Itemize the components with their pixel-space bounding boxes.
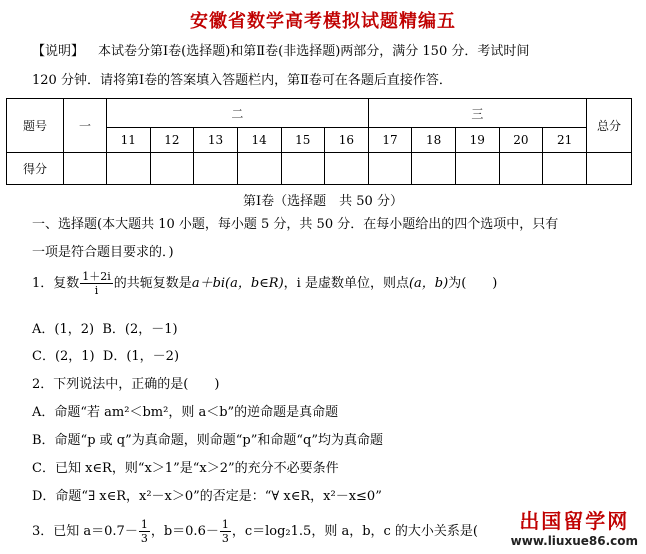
q1-point: (a，b): [408, 276, 449, 291]
intro-line-2: 120 分钟．请将第Ⅰ卷的答案填入答题栏内，第Ⅱ卷可在各题后直接作答．: [32, 73, 452, 88]
score-cell[interactable]: [281, 153, 325, 185]
watermark-title: 出国留学网: [519, 509, 630, 533]
score-cell[interactable]: [194, 153, 238, 185]
site-watermark: [511, 505, 638, 548]
q-num-cell: 11: [107, 128, 151, 153]
q1-prefix: 1．复数: [32, 276, 80, 291]
score-cell[interactable]: [543, 153, 587, 185]
part-three-header: 三: [368, 99, 586, 128]
question-3-stem: [32, 518, 478, 545]
instructions-line-1: 一、选择题(本大题共 10 小题，每小题 5 分，共 50 分．在每小题给出的四个选项中，只有: [32, 217, 559, 232]
q2-option-c: C．已知 x∈R，则“x＞1”是“x＞2”的充分不必要条件: [32, 461, 339, 476]
total-header: 总分: [587, 99, 632, 153]
q-num-cell: 13: [194, 128, 238, 153]
score-cell[interactable]: [412, 153, 456, 185]
score-cell[interactable]: [368, 153, 412, 185]
score-table: [6, 98, 632, 185]
q2-option-d: D．命题“∃ x∈R，x²－x＞0”的否定是：“∀ x∈R，x²－x≤0”: [32, 489, 382, 504]
q1-frac-den: i: [94, 284, 99, 297]
score-cell[interactable]: [499, 153, 543, 185]
question-1-options-row-1: [32, 318, 178, 337]
q1-expr: a＋bi(a，b∈R): [191, 276, 284, 291]
q3-f1-num: 1: [140, 518, 148, 531]
q1-option-b: B．(2，－1): [102, 322, 178, 337]
q3-mid1: ，b＝0.6－: [150, 524, 219, 539]
q-num-cell: 17: [368, 128, 412, 153]
q-num-cell: 16: [325, 128, 369, 153]
q1-option-c: C．(2，1): [32, 349, 95, 364]
part-two-header: 二: [107, 99, 369, 128]
q3-f2-den: 3: [221, 532, 229, 545]
q3-fraction-2: [220, 518, 231, 545]
intro-tag: 【说明】: [32, 44, 85, 59]
score-cell[interactable]: [107, 153, 151, 185]
label-score: 得分: [7, 153, 64, 185]
q1-mid: 的共轭复数是: [113, 276, 192, 291]
score-cell[interactable]: [150, 153, 194, 185]
score-cell[interactable]: [587, 153, 632, 185]
intro-text-1: 本试卷分第Ⅰ卷(选择题)和第Ⅱ卷(非选择题)两部分，满分 150 分．考试时间: [98, 44, 530, 59]
q-num-cell: 14: [237, 128, 281, 153]
q2-option-a: A．命题“若 am²＜bm²，则 a＜b”的逆命题是真命题: [32, 405, 339, 420]
section-title: 第Ⅰ卷（选择题 共 50 分）: [243, 194, 403, 209]
q1-end: 为( ): [448, 276, 498, 291]
q3-fraction-1: [139, 518, 150, 545]
q1-option-a: A．(1，2): [32, 322, 95, 337]
score-cell[interactable]: [64, 153, 107, 185]
question-1-stem: [32, 270, 497, 297]
q1-fraction: [80, 270, 113, 297]
question-1-options-row-2: [32, 345, 179, 364]
document-title: 安徽省数学高考模拟试题精编五: [190, 11, 456, 32]
q-num-cell: 15: [281, 128, 325, 153]
q3-prefix: 3．已知 a＝0.7－: [32, 524, 138, 539]
question-2-stem: 2．下列说法中，正确的是( ): [32, 377, 220, 392]
q1-frac-num: 1＋2i: [82, 270, 111, 283]
instructions-line-2: 一项是符合题目要求的．): [32, 245, 174, 260]
q1-rest: ，i 是虚数单位，则点: [283, 276, 409, 291]
score-cell[interactable]: [456, 153, 500, 185]
q-num-cell: 12: [150, 128, 194, 153]
label-question-no: 题号: [7, 99, 64, 153]
q-num-cell: 19: [456, 128, 500, 153]
part-one-header: 一: [64, 99, 107, 153]
intro-line-1: [32, 44, 529, 60]
q1-option-d: D．(1，－2): [102, 349, 180, 364]
q-num-cell: 21: [543, 128, 587, 153]
q2-option-b: B．命题“p 或 q”为真命题，则命题“p”和命题“q”均为真命题: [32, 433, 383, 448]
q3-f2-num: 1: [221, 518, 229, 531]
q3-mid2: ，c＝log₂1.5，则 a，b，c 的大小关系是(: [231, 524, 479, 539]
q-num-cell: 18: [412, 128, 456, 153]
score-cell[interactable]: [325, 153, 369, 185]
watermark-url: www.liuxue86.com: [510, 534, 638, 548]
q3-f1-den: 3: [140, 532, 148, 545]
q-num-cell: 20: [499, 128, 543, 153]
score-cell[interactable]: [237, 153, 281, 185]
